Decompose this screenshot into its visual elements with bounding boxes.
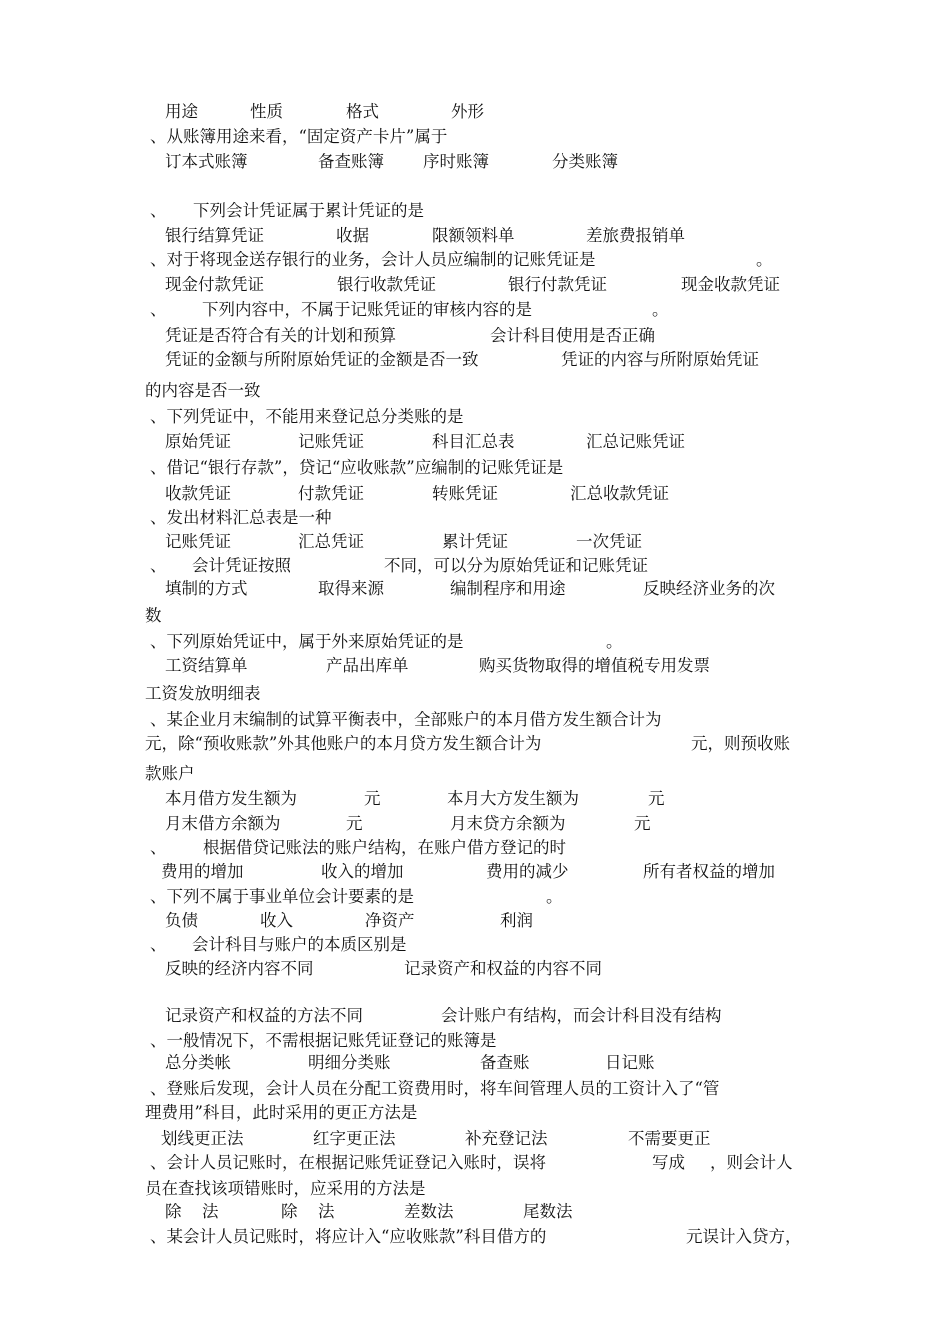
text-segment: 凭证是否符合有关的计划和预算 bbox=[165, 326, 396, 345]
text-segment: 下列会计凭证属于累计凭证的是 bbox=[193, 201, 424, 220]
text-segment: 除 bbox=[165, 1202, 182, 1221]
text-line bbox=[0, 530, 950, 555]
text-segment: 除 bbox=[281, 1202, 298, 1221]
text-line bbox=[0, 150, 950, 175]
text-line bbox=[0, 506, 950, 531]
text-segment: 工资结算单 bbox=[165, 656, 248, 675]
text-segment: 。 bbox=[756, 250, 773, 269]
text-segment: 累计凭证 bbox=[442, 532, 508, 551]
text-segment: 现金收款凭证 bbox=[681, 275, 780, 294]
text-segment: 元 bbox=[648, 789, 665, 808]
text-segment: 元 bbox=[346, 814, 363, 833]
text-line bbox=[0, 405, 950, 430]
text-line bbox=[0, 348, 950, 373]
text-segment: ，则会计人 bbox=[710, 1153, 793, 1172]
text-segment: 日记账 bbox=[605, 1053, 655, 1072]
text-line bbox=[0, 273, 950, 298]
text-segment: 、 bbox=[150, 556, 167, 575]
text-segment: 银行收款凭证 bbox=[337, 275, 436, 294]
text-segment: 、会计人员记账时，在根据记账凭证登记入账时，误将 bbox=[150, 1153, 546, 1172]
text-line bbox=[0, 298, 950, 323]
text-segment: 总分类帐 bbox=[165, 1053, 231, 1072]
text-segment: 法 bbox=[202, 1202, 219, 1221]
text-segment: 的内容是否一致 bbox=[145, 381, 261, 400]
text-segment: 、登账后发现，会计人员在分配工资费用时，将车间管理人员的工资计入了“管 bbox=[150, 1079, 720, 1098]
text-line bbox=[0, 1029, 950, 1054]
text-line bbox=[0, 1200, 950, 1225]
text-segment: 、对于将现金送存银行的业务，会计人员应编制的记账凭证是 bbox=[150, 250, 596, 269]
text-segment: 反映的经济内容不同 bbox=[165, 959, 314, 978]
text-segment: 利润 bbox=[500, 911, 533, 930]
text-segment: 转账凭证 bbox=[432, 484, 498, 503]
text-segment: 记账凭证 bbox=[165, 532, 231, 551]
text-segment: 收据 bbox=[336, 226, 369, 245]
text-segment: 尾数法 bbox=[523, 1202, 573, 1221]
text-segment: 收入的增加 bbox=[321, 862, 404, 881]
text-segment: 、一般情况下，不需根据记账凭证登记的账簿是 bbox=[150, 1031, 497, 1050]
text-line bbox=[0, 1051, 950, 1076]
text-line bbox=[0, 1127, 950, 1152]
text-line bbox=[0, 379, 950, 404]
text-line bbox=[0, 1177, 950, 1202]
text-line bbox=[0, 456, 950, 481]
text-segment: 银行结算凭证 bbox=[165, 226, 264, 245]
text-line bbox=[0, 762, 950, 787]
text-segment: 序时账簿 bbox=[423, 152, 489, 171]
text-line bbox=[0, 1225, 950, 1250]
text-segment: 、借记“银行存款”，贷记“应收账款”应编制的记账凭证是 bbox=[150, 458, 564, 477]
text-segment: 填制的方式 bbox=[165, 579, 248, 598]
text-line bbox=[0, 812, 950, 837]
text-segment: 凭证的金额与所附原始凭证的金额是否一致 bbox=[165, 350, 479, 369]
text-line bbox=[0, 836, 950, 861]
text-line bbox=[0, 1004, 950, 1029]
text-segment: 会计凭证按照 bbox=[192, 556, 291, 575]
text-segment: 元 bbox=[634, 814, 651, 833]
text-line bbox=[0, 933, 950, 958]
text-segment: 取得来源 bbox=[318, 579, 384, 598]
text-segment: 工资发放明细表 bbox=[145, 684, 261, 703]
text-segment: 费用的增加 bbox=[161, 862, 244, 881]
text-line bbox=[0, 682, 950, 707]
text-segment: 元，除“预收账款”外其他账户的本月贷方发生额合计为 bbox=[145, 734, 542, 753]
text-line bbox=[0, 199, 950, 224]
text-segment: 会计科目使用是否正确 bbox=[490, 326, 655, 345]
text-segment: 。 bbox=[652, 300, 669, 319]
text-segment: 、某会计人员记账时，将应计入“应收账款”科目借方的 bbox=[150, 1227, 547, 1246]
text-segment: 款账户 bbox=[145, 764, 195, 783]
text-segment: 收入 bbox=[260, 911, 293, 930]
text-segment: 月末贷方余额为 bbox=[450, 814, 566, 833]
text-segment: 外形 bbox=[451, 102, 484, 121]
text-segment: 编制程序和用途 bbox=[450, 579, 566, 598]
text-segment: 汇总记账凭证 bbox=[586, 432, 685, 451]
text-segment: 理费用”科目，此时采用的更正方法是 bbox=[145, 1103, 418, 1122]
text-segment: 备查账 bbox=[480, 1053, 530, 1072]
text-line bbox=[0, 787, 950, 812]
text-segment: 汇总收款凭证 bbox=[570, 484, 669, 503]
text-segment: 红字更正法 bbox=[313, 1129, 396, 1148]
text-line bbox=[0, 732, 950, 757]
text-segment: 购买货物取得的增值税专用发票 bbox=[479, 656, 710, 675]
text-line bbox=[0, 248, 950, 273]
text-line bbox=[0, 860, 950, 885]
text-segment: 根据借贷记账法的账户结构，在账户借方登记的时 bbox=[203, 838, 566, 857]
text-line bbox=[0, 708, 950, 733]
text-segment: 、下列原始凭证中，属于外来原始凭证的是 bbox=[150, 632, 464, 651]
text-segment: 本月借方发生额为 bbox=[165, 789, 297, 808]
text-segment: 。 bbox=[606, 632, 623, 651]
text-segment: 产品出库单 bbox=[326, 656, 409, 675]
text-segment: 记账凭证 bbox=[298, 432, 364, 451]
text-segment: 负债 bbox=[165, 911, 198, 930]
text-segment: 付款凭证 bbox=[298, 484, 364, 503]
text-segment: 限额领料单 bbox=[432, 226, 515, 245]
text-segment: 划线更正法 bbox=[161, 1129, 244, 1148]
text-segment: 凭证的内容与所附原始凭证 bbox=[561, 350, 759, 369]
text-line bbox=[0, 125, 950, 150]
text-line bbox=[0, 224, 950, 249]
text-line bbox=[0, 885, 950, 910]
text-segment: 汇总凭证 bbox=[298, 532, 364, 551]
text-segment: 原始凭证 bbox=[165, 432, 231, 451]
text-segment: 反映经济业务的次 bbox=[643, 579, 775, 598]
text-segment: 明细分类账 bbox=[308, 1053, 391, 1072]
text-segment: 、 bbox=[150, 201, 167, 220]
text-line bbox=[0, 577, 950, 602]
text-segment: 备查账簿 bbox=[318, 152, 384, 171]
text-segment: 本月大方发生额为 bbox=[447, 789, 579, 808]
text-segment: 不需要更正 bbox=[628, 1129, 711, 1148]
text-segment: 记录资产和权益的方法不同 bbox=[165, 1006, 363, 1025]
text-segment: 、下列不属于事业单位会计要素的是 bbox=[150, 887, 414, 906]
text-segment: 所有者权益的增加 bbox=[643, 862, 775, 881]
text-segment: 会计账户有结构，而会计科目没有结构 bbox=[441, 1006, 722, 1025]
text-line bbox=[0, 554, 950, 579]
text-line bbox=[0, 630, 950, 655]
text-segment: 数 bbox=[145, 606, 162, 625]
text-segment: 银行付款凭证 bbox=[508, 275, 607, 294]
text-segment: 会计科目与账户的本质区别是 bbox=[192, 935, 407, 954]
text-line bbox=[0, 604, 950, 629]
text-line bbox=[0, 324, 950, 349]
text-segment: 科目汇总表 bbox=[432, 432, 515, 451]
text-line bbox=[0, 1151, 950, 1176]
text-segment: 、 bbox=[150, 838, 167, 857]
text-segment: 费用的减少 bbox=[486, 862, 569, 881]
text-segment: 写成 bbox=[652, 1153, 685, 1172]
text-segment: 元，则预收账 bbox=[691, 734, 790, 753]
text-segment: 订本式账簿 bbox=[165, 152, 248, 171]
text-line bbox=[0, 909, 950, 934]
text-segment: 、下列凭证中，不能用来登记总分类账的是 bbox=[150, 407, 464, 426]
text-segment: 元 bbox=[364, 789, 381, 808]
text-segment: 不同，可以分为原始凭证和记账凭证 bbox=[384, 556, 648, 575]
text-line bbox=[0, 1101, 950, 1126]
text-line bbox=[0, 430, 950, 455]
text-segment: 。 bbox=[546, 887, 563, 906]
text-segment: 法 bbox=[318, 1202, 335, 1221]
text-segment: 差数法 bbox=[404, 1202, 454, 1221]
text-line bbox=[0, 957, 950, 982]
text-line bbox=[0, 482, 950, 507]
text-segment: 、发出材料汇总表是一种 bbox=[150, 508, 332, 527]
text-segment: 现金付款凭证 bbox=[165, 275, 264, 294]
text-segment: 性质 bbox=[250, 102, 283, 121]
text-segment: 差旅费报销单 bbox=[586, 226, 685, 245]
text-segment: 分类账簿 bbox=[552, 152, 618, 171]
text-line bbox=[0, 1077, 950, 1102]
text-segment: 净资产 bbox=[365, 911, 415, 930]
text-line bbox=[0, 100, 950, 125]
text-segment: 下列内容中，不属于记账凭证的审核内容的是 bbox=[202, 300, 532, 319]
text-segment: 补充登记法 bbox=[465, 1129, 548, 1148]
text-segment: 员在查找该项错账时，应采用的方法是 bbox=[145, 1179, 426, 1198]
text-segment: 用途 bbox=[165, 102, 198, 121]
text-segment: 记录资产和权益的内容不同 bbox=[404, 959, 602, 978]
text-segment: 收款凭证 bbox=[165, 484, 231, 503]
text-segment: 、 bbox=[150, 300, 167, 319]
text-segment: 、从账簿用途来看，“固定资产卡片”属于 bbox=[150, 127, 448, 146]
text-segment: 一次凭证 bbox=[576, 532, 642, 551]
text-line bbox=[0, 654, 950, 679]
text-segment: 月末借方余额为 bbox=[165, 814, 281, 833]
text-segment: 元误计入贷方， bbox=[686, 1227, 802, 1246]
text-segment: 、某企业月末编制的试算平衡表中，全部账户的本月借方发生额合计为 bbox=[150, 710, 662, 729]
text-segment: 、 bbox=[150, 935, 167, 954]
text-segment: 格式 bbox=[346, 102, 379, 121]
